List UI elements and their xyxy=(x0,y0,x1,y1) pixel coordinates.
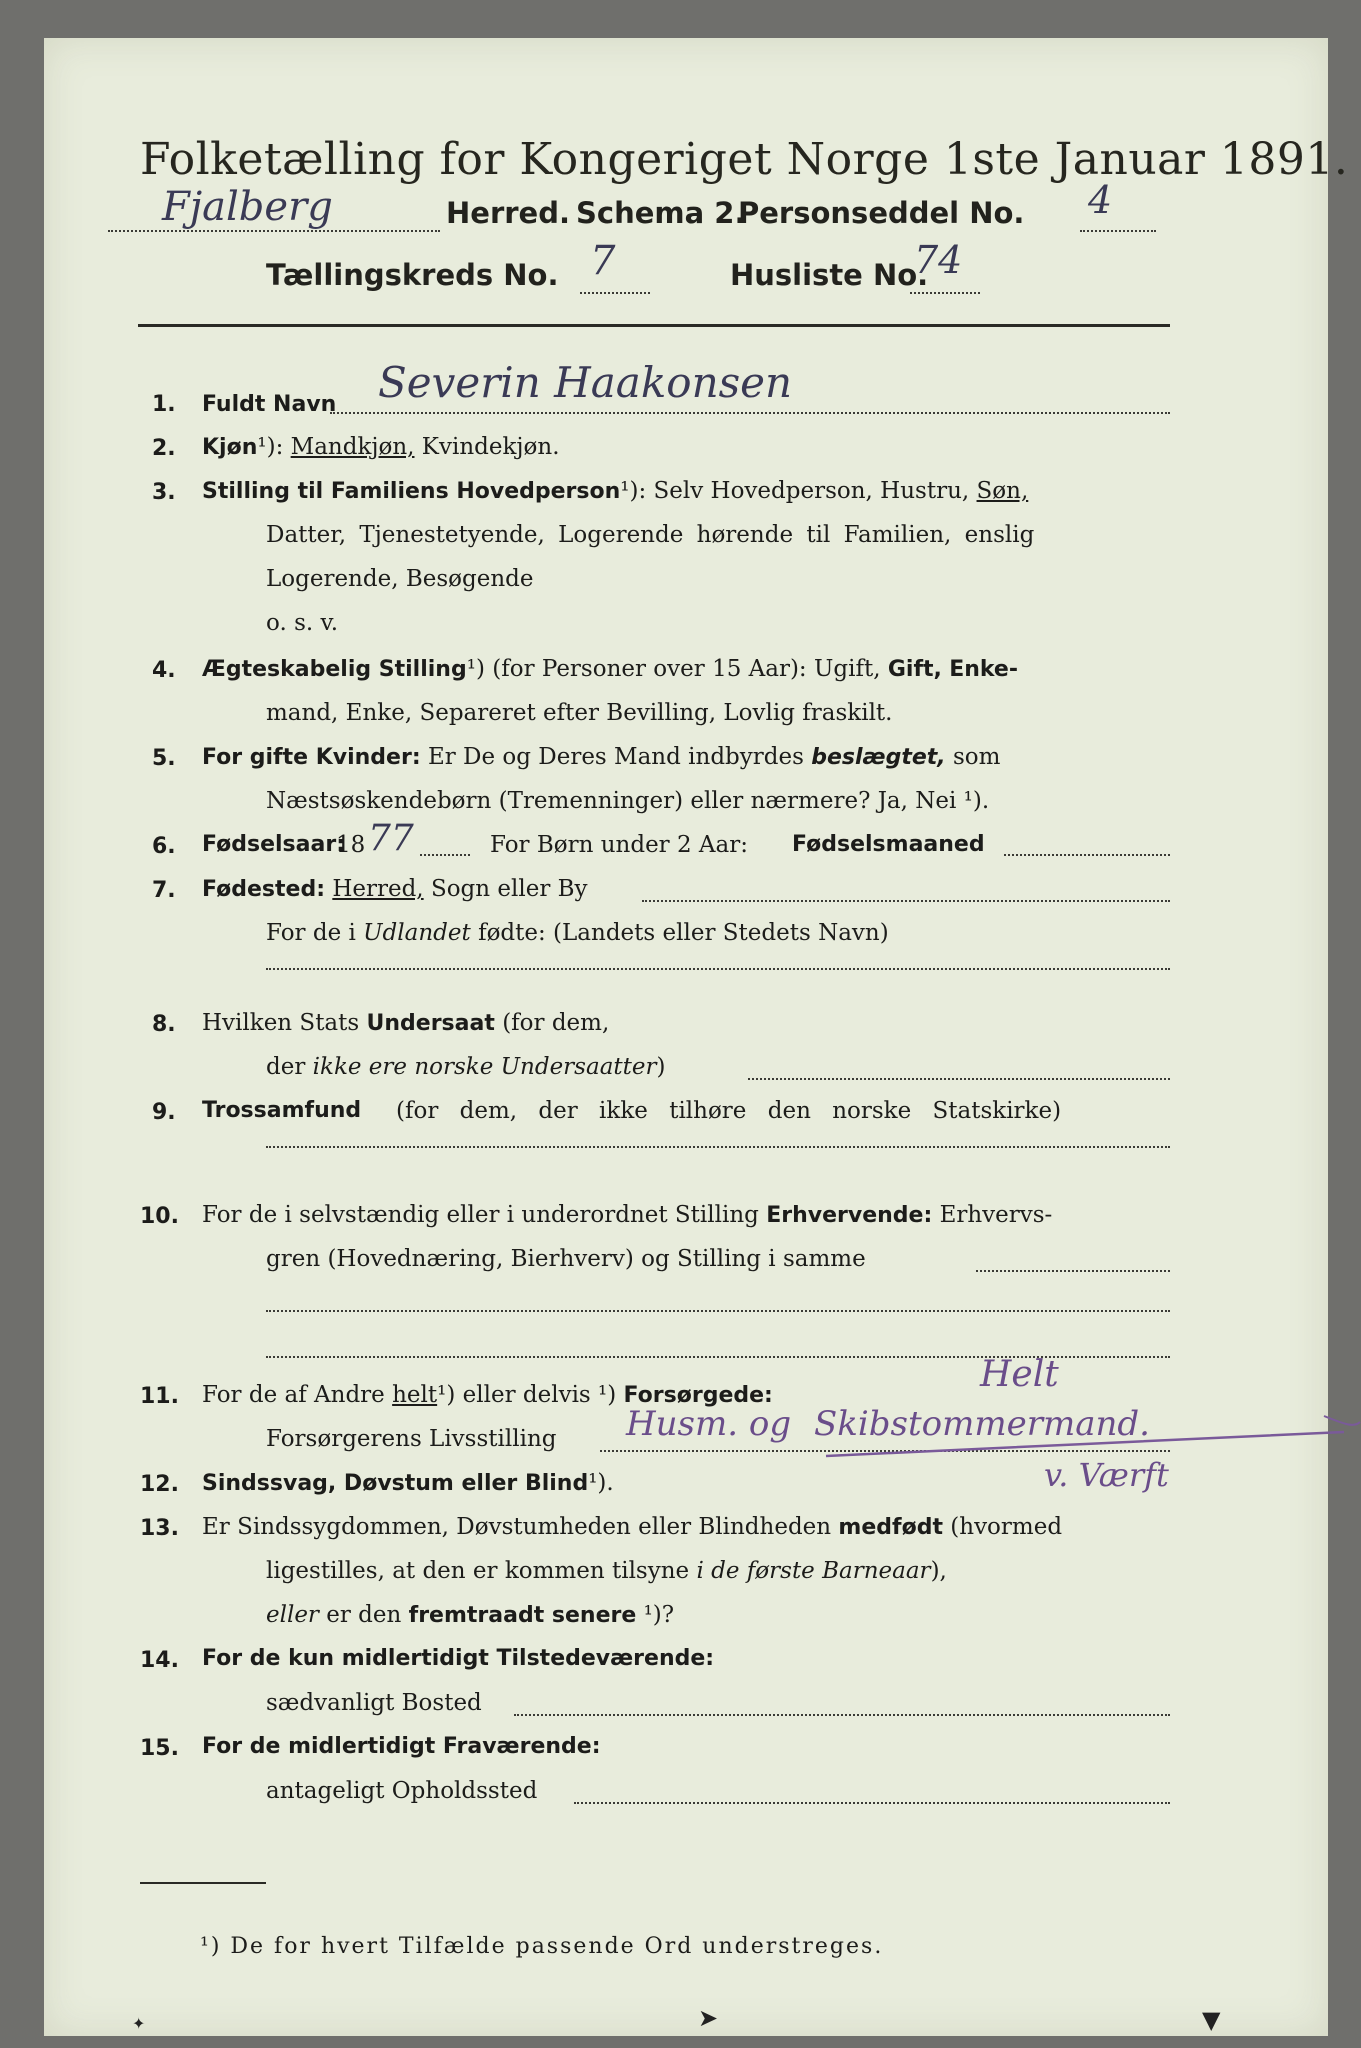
q1-label: Fuldt Navn xyxy=(202,392,337,417)
q1-number: 1. xyxy=(152,392,176,417)
q5-som: som xyxy=(952,744,1001,770)
q9-number: 9. xyxy=(152,1100,176,1125)
header-rule xyxy=(138,324,1170,327)
q8-line2b: ikke ere norske Undersaatter xyxy=(312,1054,657,1080)
q12-label: Sindssvag, Døvstum eller Blind xyxy=(202,1471,589,1496)
q4-label: Ægteskabelig Stilling xyxy=(202,657,467,682)
q6-dotline xyxy=(420,854,470,856)
q13-line1a: Er Sindssygdommen, Døvstumheden eller Blindheden xyxy=(202,1514,832,1540)
q4-option-enke: Enke- xyxy=(949,657,1018,682)
personseddel-dotline xyxy=(1080,230,1156,232)
q2-option-mandkjon: Mandkjøn, xyxy=(290,434,415,460)
q6-prefix: 18 xyxy=(336,832,366,858)
q6-number: 6. xyxy=(152,834,176,859)
bottom-center-mark: ➤ xyxy=(698,2004,719,2032)
husliste-dotline xyxy=(910,292,980,294)
q13-line2a: ligestilles, at den er kommen tilsyne xyxy=(266,1558,690,1584)
q11-line1a: For de af Andre xyxy=(202,1382,385,1408)
q13-line1b: (hvormed xyxy=(950,1514,1063,1540)
personseddel-label: Personseddel No. xyxy=(738,196,1025,230)
q11-vaerft-handwritten: v. Værft xyxy=(1044,1456,1169,1494)
q3-line4: o. s. v. xyxy=(266,610,339,636)
q7-line2a: For de i xyxy=(266,920,356,946)
q14-line2: sædvanligt Bosted xyxy=(266,1690,482,1716)
q5-beslaegtet: beslægtet, xyxy=(811,745,946,770)
husliste-handwritten: 74 xyxy=(914,238,963,282)
q3-number: 3. xyxy=(152,480,176,505)
q11-livsstilling-handwritten-2: Skibstommermand. xyxy=(814,1404,1150,1444)
q3-line2: Datter, Tjenestetyende, Logerende hørende til Familien, enslig xyxy=(266,522,1035,548)
q10-line1b: Erhvervs- xyxy=(939,1202,1053,1228)
q11-line2: Forsørgerens Livsstilling xyxy=(266,1426,557,1452)
q4-number: 4. xyxy=(152,658,176,683)
q14-dotline xyxy=(514,1714,1170,1716)
tellingskreds-handwritten: 7 xyxy=(590,238,616,284)
q8-dotline xyxy=(748,1078,1170,1080)
census-form-page xyxy=(44,38,1349,2036)
q8-number: 8. xyxy=(152,1012,176,1037)
q3-line3: Logerende, Besøgende xyxy=(266,566,534,592)
q3-option-son: Søn, xyxy=(976,478,1029,504)
q12-number: 12. xyxy=(140,1472,179,1497)
q13-line2b: i de første Barneaar xyxy=(696,1558,931,1584)
q10-number: 10. xyxy=(140,1204,179,1229)
q13-line3b: er den xyxy=(326,1602,402,1628)
q14-number: 14. xyxy=(140,1648,179,1673)
q8-line2a: der xyxy=(266,1054,306,1080)
q4-line2: mand, Enke, Separeret efter Bevilling, Lovlig fraskilt. xyxy=(266,700,893,726)
q10-dotline xyxy=(976,1270,1170,1272)
herred-label: Herred. xyxy=(446,196,570,230)
form-title: Folketælling for Kongeriget Norge 1ste Januar 1891. xyxy=(140,134,1349,185)
q7-number: 7. xyxy=(152,878,176,903)
q15-label: For de midlertidigt Fraværende: xyxy=(202,1734,601,1759)
q5-number: 5. xyxy=(152,746,176,771)
q15-number: 15. xyxy=(140,1736,179,1761)
bottom-left-mark: ✦ xyxy=(132,2014,146,2033)
q1-name-handwritten: Severin Haakonsen xyxy=(378,358,793,407)
q13-fremtraadt: fremtraadt senere xyxy=(408,1603,637,1628)
tellingskreds-label: Tællingskreds No. xyxy=(266,258,559,292)
q7-line2b: fødte: (Landets eller Stedets Navn) xyxy=(478,920,889,946)
q7-dotline xyxy=(642,900,1170,902)
q2-sup: ¹): xyxy=(257,434,284,460)
q4-line1: ¹) (for Personer over 15 Aar): Ugift, xyxy=(466,656,881,682)
footnote-rule xyxy=(140,1882,266,1884)
q15-line2: antageligt Opholdssted xyxy=(266,1778,538,1804)
q15-dotline xyxy=(574,1802,1170,1804)
q11-number: 11. xyxy=(140,1384,179,1409)
q11-forsorgede: Forsørgede: xyxy=(623,1383,773,1408)
q13-line2c: ), xyxy=(930,1558,947,1584)
q6-month-dotline xyxy=(1004,854,1170,856)
tellingskreds-dotline xyxy=(580,292,650,294)
q7-label: Fødested: xyxy=(202,877,325,902)
q1-dotline xyxy=(330,412,1170,414)
q13-number: 13. xyxy=(140,1516,179,1541)
q9-dotline xyxy=(266,1146,1170,1148)
q7-option-herred: Herred, xyxy=(332,876,424,902)
q11-line1b: ¹) eller delvis ¹) xyxy=(437,1382,617,1408)
q10-erhvervende: Erhvervende: xyxy=(766,1203,933,1228)
schema-label: Schema 2. xyxy=(576,196,746,230)
q9-label: Trossamfund xyxy=(202,1098,362,1123)
q7-rest: Sogn eller By xyxy=(430,876,588,902)
q13-line3d: ¹)? xyxy=(643,1602,675,1628)
q6-rest: For Børn under 2 Aar: xyxy=(490,832,748,858)
q10-dotline-2 xyxy=(266,1310,1170,1312)
footnote: ¹) De for hvert Tilfælde passende Ord understreges. xyxy=(200,1934,884,1959)
q11-livsstilling-handwritten-1: Husm. og xyxy=(626,1404,792,1444)
q5-line2: Næstsøskendebørn (Tremenninger) eller nærmere? Ja, Nei ¹). xyxy=(266,788,990,814)
personseddel-handwritten: 4 xyxy=(1088,178,1113,222)
q3-line1: ¹): Selv Hovedperson, Hustru, xyxy=(620,478,970,504)
herred-handwritten: Fjalberg xyxy=(162,184,333,230)
q4-option-gift: Gift, xyxy=(887,657,942,682)
husliste-label: Husliste No. xyxy=(730,258,929,292)
q5-line1: Er De og Deres Mand indbyrdes xyxy=(427,744,804,770)
q14-label: For de kun midlertidigt Tilstedeværende: xyxy=(202,1646,715,1671)
q11-helt-handwritten: Helt xyxy=(980,1354,1059,1395)
q10-line2: gren (Hovednæring, Bierhverv) og Stilling i samme xyxy=(266,1246,866,1272)
q2-label: Kjøn xyxy=(202,435,258,460)
q8-undersaat: Undersaat xyxy=(366,1011,495,1036)
q2-option-kvindekjon: Kvindekjøn. xyxy=(421,434,560,460)
q2-number: 2. xyxy=(152,436,176,461)
q12-sup: ¹). xyxy=(588,1470,614,1496)
q8-line1a: Hvilken Stats xyxy=(202,1010,360,1036)
q6-year-handwritten: 77 xyxy=(368,818,414,859)
q9-rest: (for dem, der ikke tilhøre den norske Statskirke) xyxy=(396,1098,1062,1124)
q11-helt: helt xyxy=(392,1382,438,1408)
q7-dotline-2 xyxy=(266,968,1170,970)
q6-label: Fødselsaar: xyxy=(202,832,345,857)
q6-month-label: Fødselsmaaned xyxy=(792,832,985,857)
q5-label: For gifte Kvinder: xyxy=(202,745,421,770)
q13-medfodt: medfødt xyxy=(838,1515,943,1540)
q8-line1b: (for dem, xyxy=(502,1010,610,1036)
q8-line2c: ) xyxy=(656,1054,666,1080)
q10-line1a: For de i selvstændig eller i underordnet Stilling xyxy=(202,1202,759,1228)
q7-udlandet: Udlandet xyxy=(363,920,471,946)
herred-dotline xyxy=(108,230,440,232)
bottom-right-mark: ▼ xyxy=(1202,2006,1221,2034)
q13-line3a: eller xyxy=(266,1602,319,1628)
q3-label: Stilling til Familiens Hovedperson xyxy=(202,479,621,504)
